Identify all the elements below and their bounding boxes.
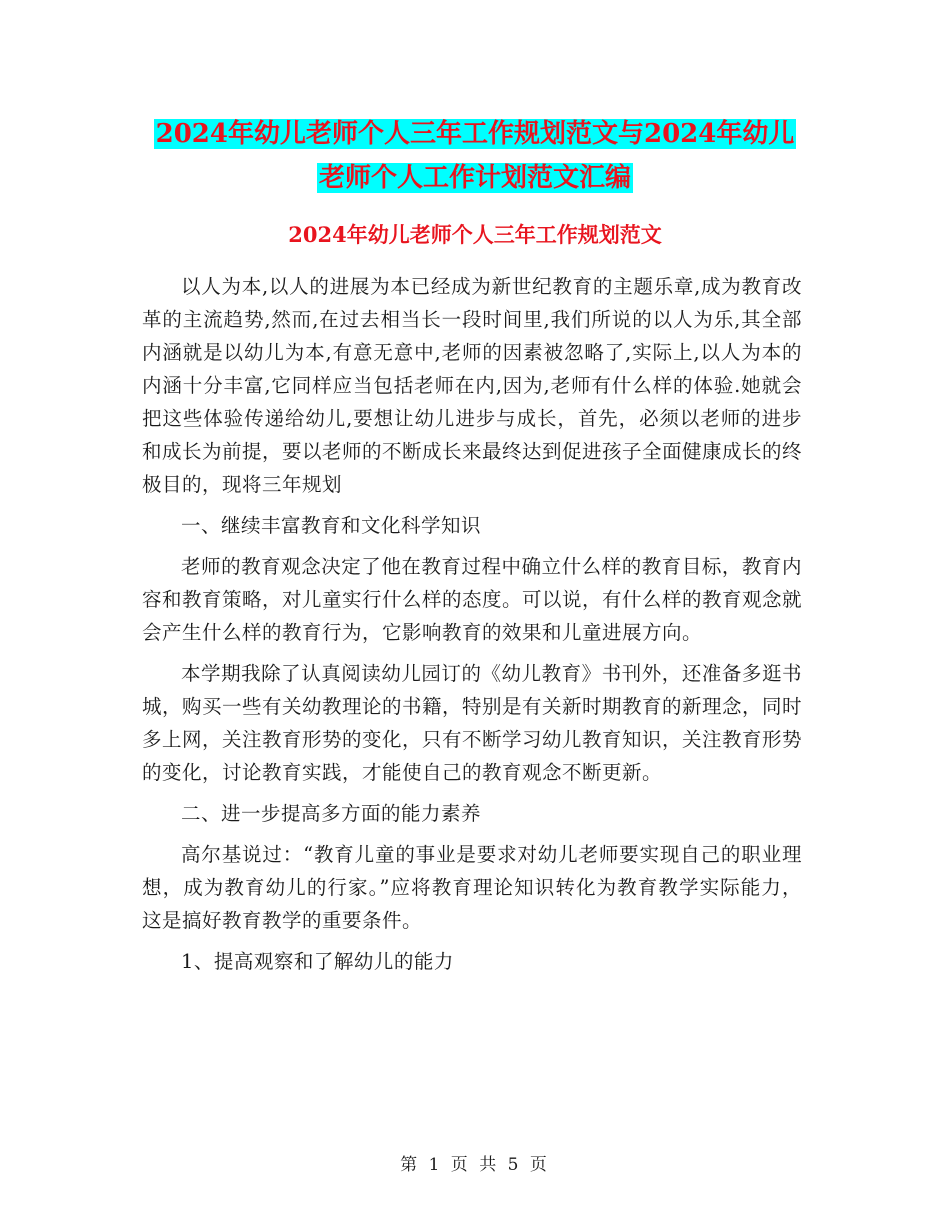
title-line-1: 2024年幼儿老师个人三年工作规划范文与2024年幼儿 bbox=[155, 119, 795, 149]
section-heading: 一、继续丰富教育和文化科学知识 bbox=[181, 514, 482, 537]
paragraph: 老师的教育观念决定了他在教育过程中确立什么样的教育目标，教育内容和教育策略，对儿童实行什么样的态度。可以说，有什么样的教育观念就会产生什么样的教育行为，它影响教育的效果和儿童进展方向。 bbox=[142, 555, 803, 644]
title-line-2: 老师个人工作计划范文汇编 bbox=[318, 163, 631, 193]
section-heading: 1、提高观察和了解幼儿的能力 bbox=[181, 950, 454, 973]
document-body bbox=[142, 270, 802, 978]
section-title: 2024年幼儿老师个人三年工作规划范文 bbox=[288, 222, 662, 247]
document-title bbox=[140, 112, 810, 200]
paragraph: 以人为本,以人的进展为本已经成为新世纪教育的主题乐章,成为教育改革的主流趋势,然而,在过去相当长一段时间里,我们所说的以人为乐,其全部内涵就是以幼儿为本,有意无意中,老师的因素被忽略了,实际上,以人为本的内涵十分丰富,它同样应当包括老师在内,因为,老师有什么样的体验.她就会把这些体验传递给幼儿,要想让幼儿进步与成长，首先，必须以老师的进步和成长为前提，要以老师的不断成长来最终达到促进孩子全面健康成长的终极目的，现将三年规划 bbox=[142, 275, 803, 496]
paragraph: 本学期我除了认真阅读幼儿园订的《幼儿教育》书刊外，还准备多逛书城，购买一些有关幼教理论的书籍，特别是有关新时期教育的新理念，同时多上网，关注教育形势的变化，只有不断学习幼儿教育知识，关注教育形势的变化，讨论教育实践，才能使自己的教育观念不断更新。 bbox=[142, 662, 803, 784]
section-heading: 二、进一步提高多方面的能力素养 bbox=[181, 802, 482, 825]
paragraph: 高尔基说过：“教育儿童的事业是要求对幼儿老师要实现自己的职业理想，成为教育幼儿的行家。”应将教育理论知识转化为教育教学实际能力，这是搞好教育教学的重要条件。 bbox=[142, 843, 802, 932]
page-footer: 第 1 页 共 5 页 bbox=[400, 1155, 550, 1175]
